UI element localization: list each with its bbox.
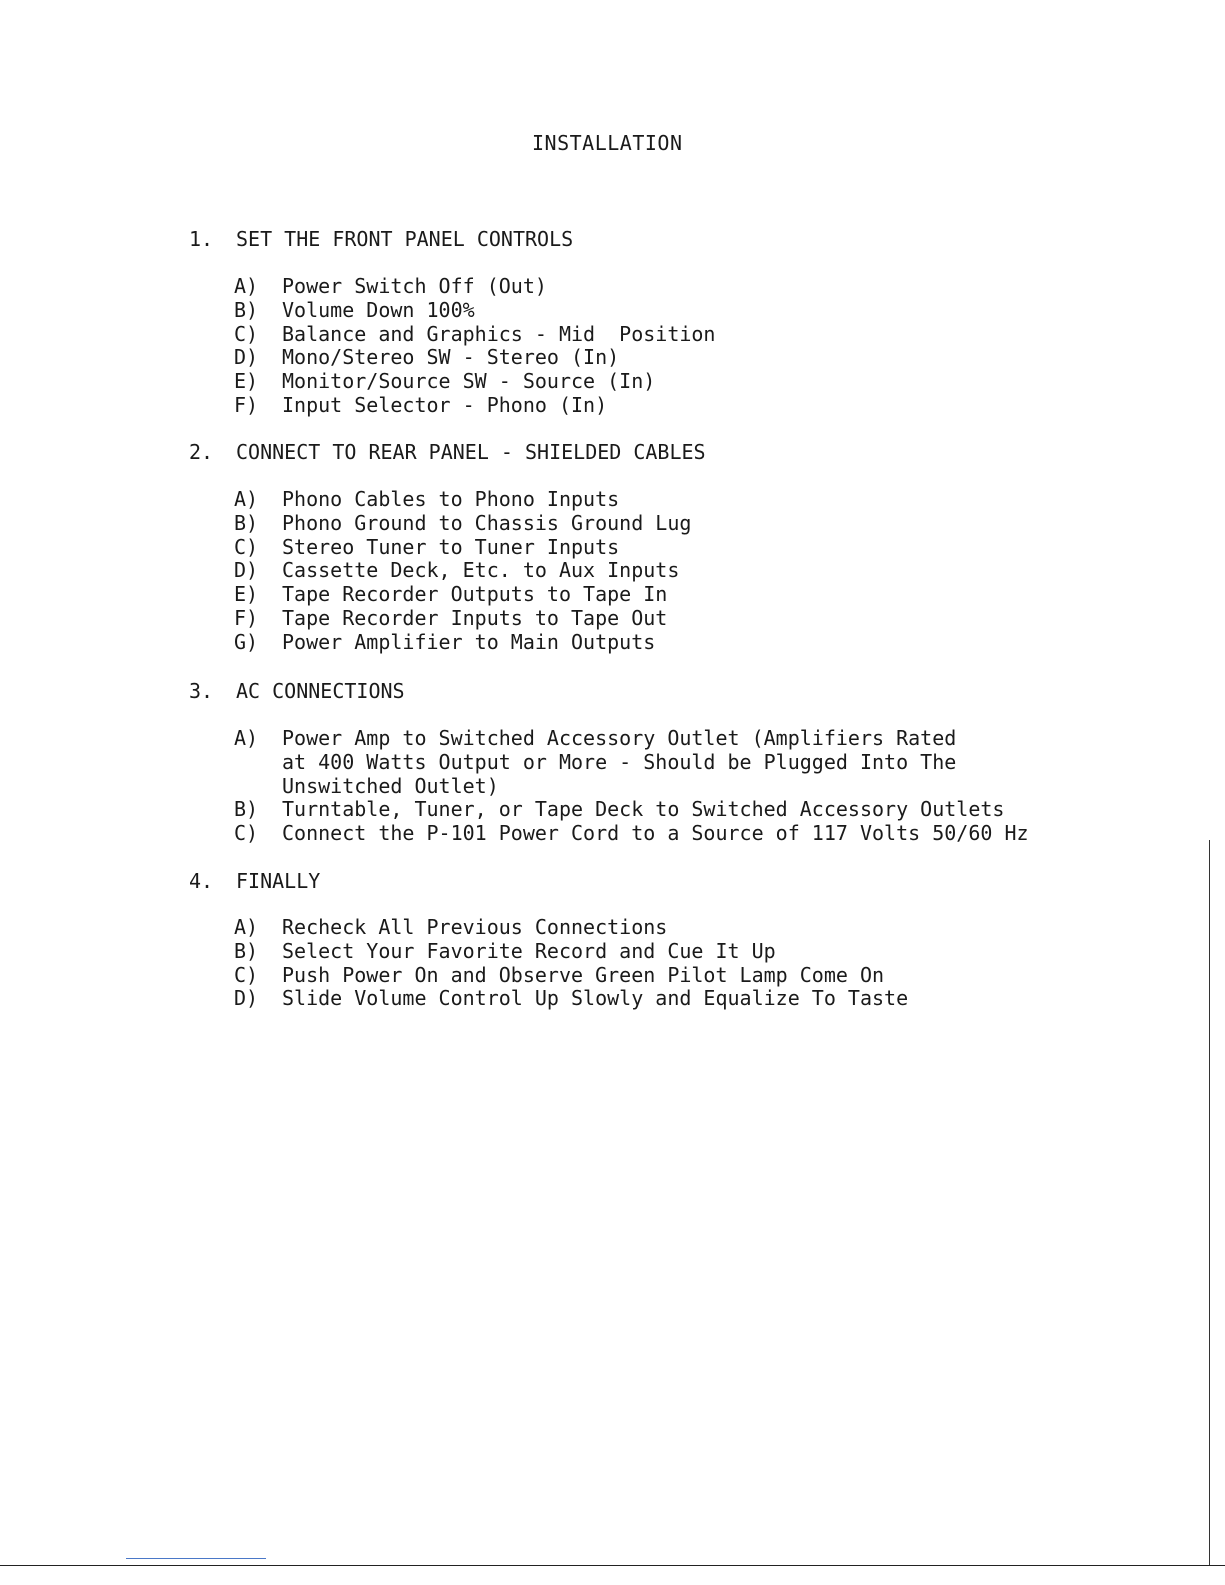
section-ac-connections [0,679,1225,846]
list-item [0,275,715,299]
item-letter: B) [234,297,259,322]
item-text: Power Amplifier to Main Outputs [282,629,656,654]
list-item [0,822,1029,846]
item-text: Push Power On and Observe Green Pilot Lamp Come On [282,962,885,987]
list-item [0,987,908,1011]
item-letter: B) [234,510,259,535]
section-finally [0,869,1225,1011]
item-letter: D) [234,345,259,370]
item-letter: F) [234,605,259,630]
section-number: 4. [189,869,214,893]
item-text: Mono/Stereo SW - Stereo (In) [282,345,620,370]
item-letter: D) [234,558,259,583]
item-letter: C) [234,321,259,346]
section-heading [0,679,1225,705]
item-list [0,727,1029,846]
item-text: Tape Recorder Inputs to Tape Out [282,605,668,630]
list-item [0,964,908,988]
list-item [0,346,715,370]
item-letter: D) [234,986,259,1011]
item-text: Input Selector - Phono (In) [282,392,608,417]
list-item [0,607,691,631]
list-item [0,536,691,560]
item-text: Power Switch Off (Out) [282,274,547,298]
list-item [0,940,908,964]
page-title: INSTALLATION [532,131,683,155]
scan-blue-mark [126,1558,266,1559]
item-text: Phono Ground to Chassis Ground Lug [282,510,692,535]
section-heading [0,227,1225,253]
section-front-panel [0,227,1225,417]
item-text: Turntable, Tuner, or Tape Deck to Switched Accessory Outlets [282,797,1005,822]
item-letter: E) [234,369,259,394]
list-item [0,488,691,512]
list-item [0,631,691,655]
list-item [0,370,715,394]
section-title: CONNECT TO REAR PANEL - SHIELDED CABLES [236,440,706,464]
list-item [0,798,1029,822]
item-text: Slide Volume Control Up Slowly and Equalize To Taste [282,986,909,1011]
list-item [0,559,691,583]
item-letter: E) [234,582,259,607]
list-item [0,394,715,418]
item-letter: A) [234,487,259,511]
item-text: Balance and Graphics - Mid Position [282,321,716,346]
section-number: 2. [189,440,214,464]
item-letter: B) [234,938,259,963]
item-list [0,916,908,1011]
section-rear-panel [0,440,1225,654]
list-item [0,916,908,940]
item-list [0,275,715,418]
scan-edge-line [1209,840,1210,1565]
item-text: Stereo Tuner to Tuner Inputs [282,534,620,559]
list-item [0,323,715,347]
item-list [0,488,691,655]
item-text: Recheck All Previous Connections [282,915,668,939]
section-title: SET THE FRONT PANEL CONTROLS [236,227,574,251]
item-text: Select Your Favorite Record and Cue It Up [282,938,776,963]
list-item [0,727,1029,798]
item-text: Power Amp to Switched Accessory Outlet (Amplifiers Rated at 400 Watts Output or More - Should be Plugged Into The Unswitched Outlet) [282,726,957,798]
item-letter: B) [234,797,259,822]
item-text: Cassette Deck, Etc. to Aux Inputs [282,558,680,583]
item-text: Tape Recorder Outputs to Tape In [282,582,668,607]
item-letter: A) [234,274,259,298]
item-letter: C) [234,821,259,846]
section-title: FINALLY [236,869,321,893]
item-letter: G) [234,629,259,654]
section-heading [0,869,1225,895]
item-letter: A) [234,915,259,939]
section-title: AC CONNECTIONS [236,679,405,703]
list-item [0,583,691,607]
section-heading [0,440,1225,466]
item-letter: F) [234,392,259,417]
section-number: 1. [189,227,214,251]
scan-bottom-edge [0,1565,1225,1566]
list-item [0,512,691,536]
item-letter: C) [234,534,259,559]
item-text: Phono Cables to Phono Inputs [282,487,620,511]
list-item [0,299,715,323]
item-text: Monitor/Source SW - Source (In) [282,369,656,394]
item-letter: A) [234,726,259,750]
item-text: Volume Down 100% [282,297,475,322]
item-letter: C) [234,962,259,987]
section-number: 3. [189,679,214,703]
item-text: Connect the P-101 Power Cord to a Source of 117 Volts 50/60 Hz [282,821,1029,846]
